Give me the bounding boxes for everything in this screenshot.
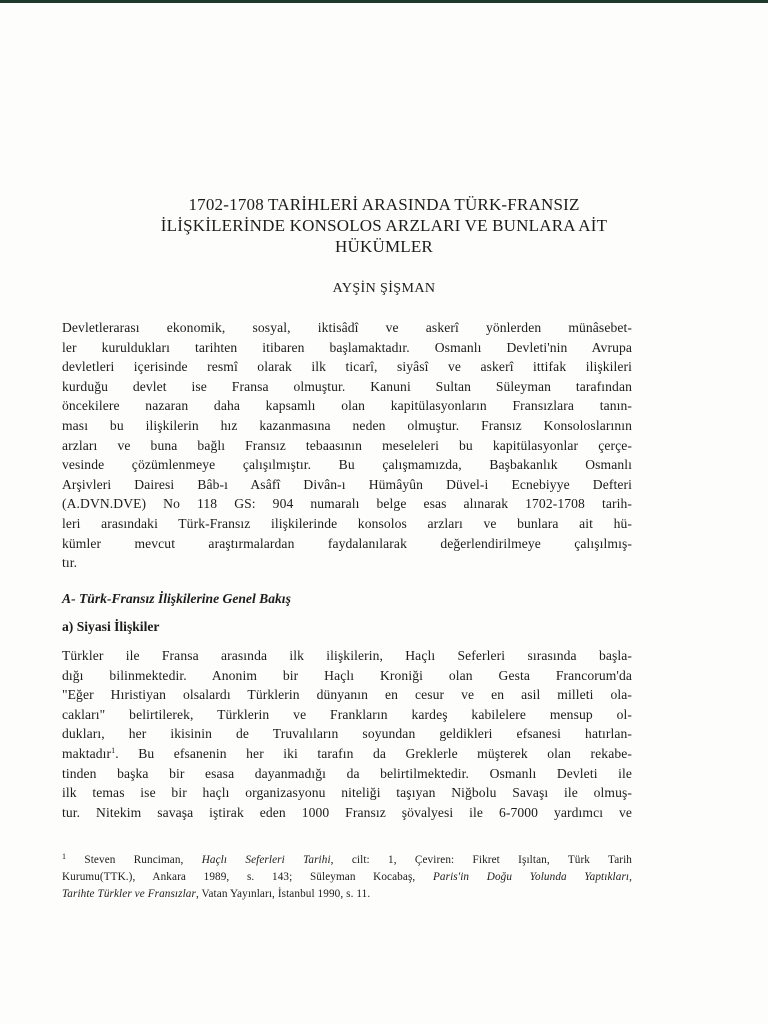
text-line: (A.DVN.DVE) No 118 GS: 904 numaralı belge esas alınarak 1702-1708 tarih-	[62, 496, 632, 512]
text-fragment: , cilt: 1, Çeviren: Fikret Işıltan, Türk Tarih	[330, 854, 633, 866]
footnote-number: 1	[62, 852, 67, 861]
text-line: Türkler ile Fransa arasında ilk ilişkilerin, Haçlı Seferleri sırasında başla-	[62, 648, 632, 663]
text-fragment: Steven Runciman,	[66, 854, 202, 866]
book-title: Paris'in Doğu Yolunda Yaptıkları,	[432, 871, 632, 883]
title-line: İLİŞKİLERİNDE KONSOLOS ARZLARI VE BUNLARA AİT	[160, 216, 608, 235]
text-fragment: . Bu efsanenin her iki tarafın da Greklerle müşterek olan rekabe-	[115, 745, 632, 761]
footnote-reference[interactable]: 1	[111, 745, 116, 755]
scan-top-edge	[0, 0, 768, 3]
text-line: kümler mevcut araştırmalardan faydalanılarak değerlendirilmeye çalışılmış-	[62, 535, 632, 551]
text-line: cakları" belirtilerek, Türklerin ve Frankların kardeş kabilelere mensup ol-	[62, 706, 632, 722]
text-line: tur. Nitekim savaşa iştirak eden 1000 Fransız şövalyesi ile 6-7000 yardımcı ve	[62, 804, 632, 820]
intro-paragraph	[62, 318, 632, 573]
text-line: tır.	[62, 555, 78, 571]
text-fragment: , Vatan Yayınları, İstanbul 1990, s. 11.	[195, 888, 371, 900]
text-line: ilk temas ise bir haçlı organizasyonu niteliği taşıyan Niğbolu Savaşı ile olmuş-	[62, 785, 632, 801]
text-line	[62, 744, 632, 764]
footnote	[62, 848, 632, 903]
text-line: "Eğer Hıristiyan olsalardı Türklerin dünyanın en cesur ve en asil milleti ola-	[62, 687, 632, 703]
author-name: AYŞİN ŞİŞMAN	[332, 281, 436, 296]
text-line: kurduğu devlet ise Fransa olmuştur. Kanuni Sultan Süleyman tarafından	[62, 378, 632, 394]
political-relations-paragraph	[62, 646, 632, 822]
book-title: Tarihte Türkler ve Fransızlar	[62, 888, 196, 900]
book-title: Haçlı Seferleri Tarihi	[201, 854, 331, 866]
section-heading: A- Türk-Fransız İlişkilerine Genel Bakış	[62, 591, 291, 606]
text-line: dukları, her ikisinin de Truvalıların soyundan geldikleri efsanesi hatırlan-	[62, 726, 632, 742]
subsection-heading: a) Siyasi İlişkiler	[62, 619, 160, 634]
text-line: dığı bilinmektedir. Anonim bir Haçlı Kroniği olan Gesta Francorum'da	[62, 667, 632, 683]
title-line: 1702-1708 TARİHLERİ ARASINDA TÜRK-FRANSIZ	[188, 195, 580, 214]
text-fragment: Kurumu(TTK.), Ankara 1989, s. 143; Süleyman Kocabaş,	[62, 871, 433, 883]
text-line: leri arasındaki Türk-Fransız ilişkilerinde konsolos arzları ve bunlara ait hü-	[62, 515, 632, 531]
article-title	[60, 194, 708, 257]
text-line: ler kuruldukları tarihten itibaren başlamaktadır. Osmanlı Devleti'nin Avrupa	[62, 339, 632, 355]
text-line: tinden başka bir esasa dayanmadığı da belirtilmektedir. Osmanlı Devleti ile	[62, 765, 632, 781]
text-line: arzları ve buna bağlı Fransız tebaasının meseleleri bu kapitülasyonlar çerçe-	[62, 437, 632, 453]
title-line: HÜKÜMLER	[335, 237, 433, 256]
text-line	[62, 318, 632, 338]
footnote-line	[62, 869, 632, 886]
text-fragment: maktadır	[62, 745, 112, 761]
text-line: devletleri içerisinde resmî olarak ilk ticarî, siyâsî ve askerî ittifak ilişkileri	[62, 359, 632, 375]
text-line: vesinde çözümlenmeye çalışılmıştır. Bu çalışmamızda, Başbakanlık Osmanlı	[62, 457, 632, 473]
footnote-line	[62, 848, 632, 869]
text-line: öncekilere nazaran daha kapsamlı olan kapitülasyonların Fransızlara tanın-	[62, 398, 632, 414]
text-line: ması bu ilişkilerin hız kazanmasına neden olmuştur. Fransız Konsoloslarının	[62, 417, 632, 433]
text-line-content: Devletlerarası ekonomik, sosyal, iktisâdî ve askerî yönlerden münâsebet-	[62, 320, 632, 335]
text-line: Arşivleri Dairesi Bâb-ı Asâfî Divân-ı Hümâyûn Düvel-i Ecnebiyye Defteri	[62, 476, 632, 492]
footnote-line	[62, 886, 632, 903]
